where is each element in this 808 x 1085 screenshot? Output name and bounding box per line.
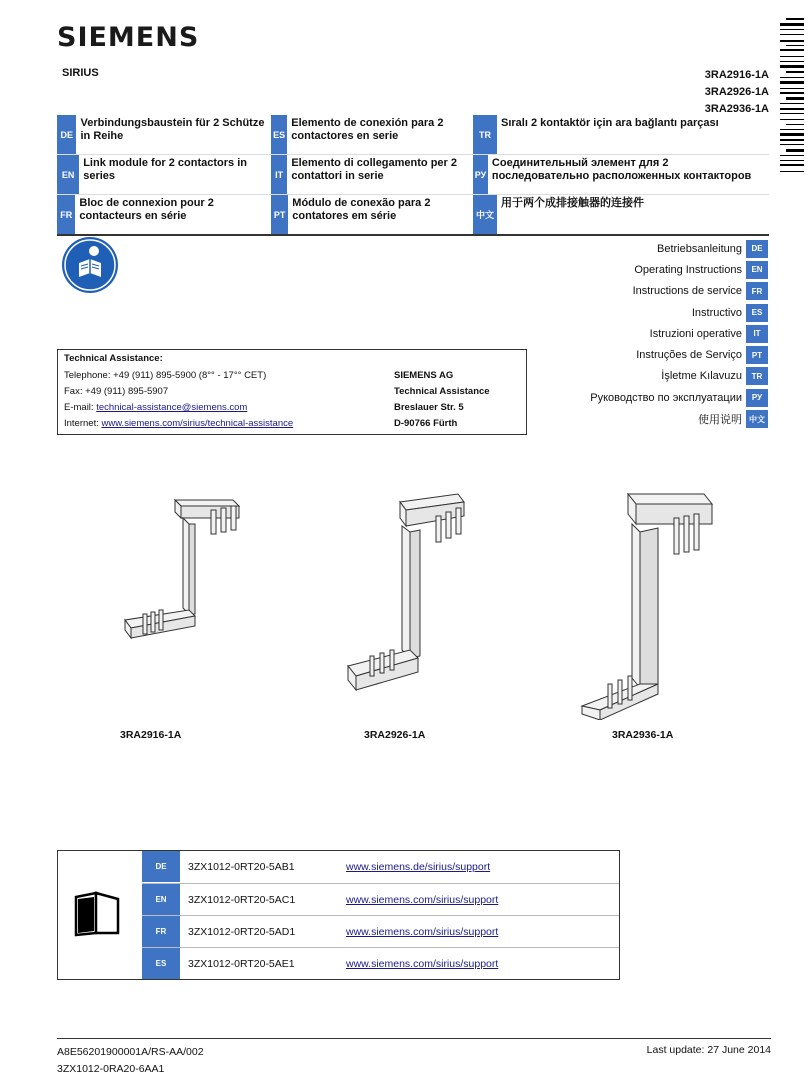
- instruction-label: Operating Instructions: [634, 263, 742, 276]
- list-item: [528, 281, 768, 302]
- list-item: [528, 238, 768, 259]
- operating-instructions-list: [528, 238, 768, 430]
- product-image-3ra2916: [115, 488, 250, 653]
- lang-tag: IT: [746, 325, 768, 343]
- lang-tag: DE: [746, 240, 768, 258]
- lang-tag: TR: [746, 367, 768, 385]
- lang-tag: ES: [271, 115, 287, 154]
- list-item: [528, 387, 768, 408]
- department: Technical Assistance: [394, 386, 490, 397]
- title-cell: [57, 195, 271, 234]
- telephone: Telephone: +49 (911) 895-5900 (8°° - 17°° CET): [64, 370, 267, 381]
- table-row: [142, 915, 619, 947]
- product-caption: 3RA2916-1A: [120, 729, 182, 741]
- email-row: [64, 402, 247, 413]
- footer-left: [57, 1044, 204, 1078]
- support-link[interactable]: www.siemens.com/sirius/support: [346, 893, 499, 906]
- barcode: [780, 18, 804, 203]
- order-number: 3RA2926-1A: [704, 86, 769, 98]
- table-row: [142, 947, 619, 979]
- title-cell: [271, 115, 473, 154]
- lang-tag: EN: [142, 884, 180, 915]
- list-item: [528, 323, 768, 344]
- title-row: [57, 194, 769, 234]
- instruction-label: Instructions de service: [632, 285, 742, 298]
- title-cell: [271, 195, 473, 234]
- instruction-label: Betriebsanleitung: [656, 242, 742, 255]
- title-text: Elemento de conexión para 2 contactores en serie: [291, 117, 444, 142]
- lang-tag: FR: [142, 916, 180, 947]
- title-text: Соединительный элемент для 2 последовательно расположенных контакторов: [491, 157, 752, 182]
- title-text: Link module for 2 contactors in series: [83, 157, 247, 182]
- list-item: [528, 408, 768, 429]
- fax: Fax: +49 (911) 895-5907: [64, 386, 169, 397]
- title-text: Elemento di collegamento per 2 contattori in serie: [291, 157, 457, 182]
- title-text: Sıralı 2 kontaktör için ara bağlantı parçası: [501, 117, 719, 129]
- tech-heading: Technical Assistance:: [64, 353, 163, 364]
- list-item: [528, 302, 768, 323]
- footer-divider: [57, 1038, 771, 1039]
- product-image-3ra2926: [340, 490, 470, 695]
- instruction-label: İşletme Kılavuzu: [661, 370, 742, 383]
- internet-label: Internet:: [64, 418, 102, 429]
- support-link[interactable]: www.siemens.com/sirius/support: [346, 957, 499, 970]
- lang-tag: IT: [271, 155, 287, 194]
- lang-tag: 中文: [746, 410, 768, 428]
- lang-tag: РУ: [746, 389, 768, 407]
- doc-code: 3ZX1012-0RT20-5AD1: [188, 925, 296, 938]
- read-manual-icon: [61, 236, 119, 294]
- company: SIEMENS AG: [394, 370, 454, 381]
- reference-table: [57, 850, 620, 980]
- book-icon: [72, 889, 124, 937]
- title-grid: [57, 115, 769, 236]
- list-item: [528, 366, 768, 387]
- siemens-logo: SIEMENS: [57, 22, 200, 53]
- city: D-90766 Fürth: [394, 418, 458, 429]
- street: Breslauer Str. 5: [394, 402, 464, 413]
- title-cell: [271, 155, 473, 194]
- product-family: SIRIUS: [62, 67, 99, 79]
- doc-id: A8E56201900001A/RS-AA/002: [57, 1046, 204, 1058]
- instruction-label: Instructivo: [691, 306, 742, 319]
- title-row: [57, 115, 769, 154]
- instruction-label: Istruzioni operative: [649, 327, 742, 340]
- title-cell: [57, 115, 271, 154]
- lang-tag: 中文: [473, 195, 497, 234]
- product-caption: 3RA2936-1A: [612, 729, 674, 741]
- support-link[interactable]: www.siemens.de/sirius/support: [346, 860, 491, 873]
- product-caption: 3RA2926-1A: [364, 729, 426, 741]
- title-cell: [57, 155, 271, 194]
- doc-code: 3ZX1012-0RT20-5AE1: [188, 957, 295, 970]
- order-numbers: [705, 67, 769, 118]
- instruction-label: Руководство по эксплуатации: [590, 391, 742, 404]
- internet-row: [64, 418, 293, 429]
- title-text: 用于两个成排接触器的连接件: [501, 197, 644, 209]
- email-link[interactable]: technical-assistance@siemens.com: [96, 402, 248, 413]
- lang-tag: EN: [746, 261, 768, 279]
- lang-tag: FR: [746, 282, 768, 300]
- title-cell: [473, 195, 769, 234]
- lang-tag: PT: [746, 346, 768, 364]
- table-row: [142, 883, 619, 915]
- doc-code: 3ZX1012-0RT20-5AC1: [188, 893, 296, 906]
- internet-link[interactable]: www.siemens.com/sirius/technical-assistance: [101, 418, 294, 429]
- email-label: E-mail:: [64, 402, 97, 413]
- lang-tag: TR: [473, 115, 497, 154]
- product-image-3ra2936: [578, 488, 718, 720]
- title-text: Bloc de connexion pour 2 contacteurs en série: [79, 197, 214, 222]
- technical-assistance-box: [57, 349, 527, 435]
- lang-tag: EN: [57, 155, 79, 194]
- support-link[interactable]: www.siemens.com/sirius/support: [346, 925, 499, 938]
- title-cell: [473, 115, 769, 154]
- doc-code: 3ZX1012-0RT20-5AB1: [188, 860, 295, 873]
- lang-tag: ES: [746, 304, 768, 322]
- instruction-label: 使用说明: [698, 414, 742, 427]
- doc-number: 3ZX1012-0RA20-6AA1: [57, 1063, 165, 1075]
- title-text: Verbindungsbaustein für 2 Schütze in Reihe: [80, 117, 265, 142]
- order-number: 3RA2936-1A: [704, 103, 769, 115]
- lang-tag: FR: [57, 195, 75, 234]
- title-cell: [473, 155, 769, 194]
- list-item: [528, 259, 768, 280]
- lang-tag: ES: [142, 948, 180, 979]
- lang-tag: РУ: [473, 155, 488, 194]
- table-row: [142, 851, 619, 882]
- lang-tag: DE: [57, 115, 76, 154]
- lang-tag: PT: [271, 195, 288, 234]
- title-text: Módulo de conexão para 2 contatores em série: [292, 197, 431, 222]
- last-update: Last update: 27 June 2014: [646, 1044, 771, 1056]
- title-row: [57, 154, 769, 194]
- list-item: [528, 344, 768, 365]
- order-number: 3RA2916-1A: [704, 69, 769, 81]
- instruction-label: Instruções de Serviço: [636, 349, 742, 362]
- lang-tag: DE: [142, 851, 180, 882]
